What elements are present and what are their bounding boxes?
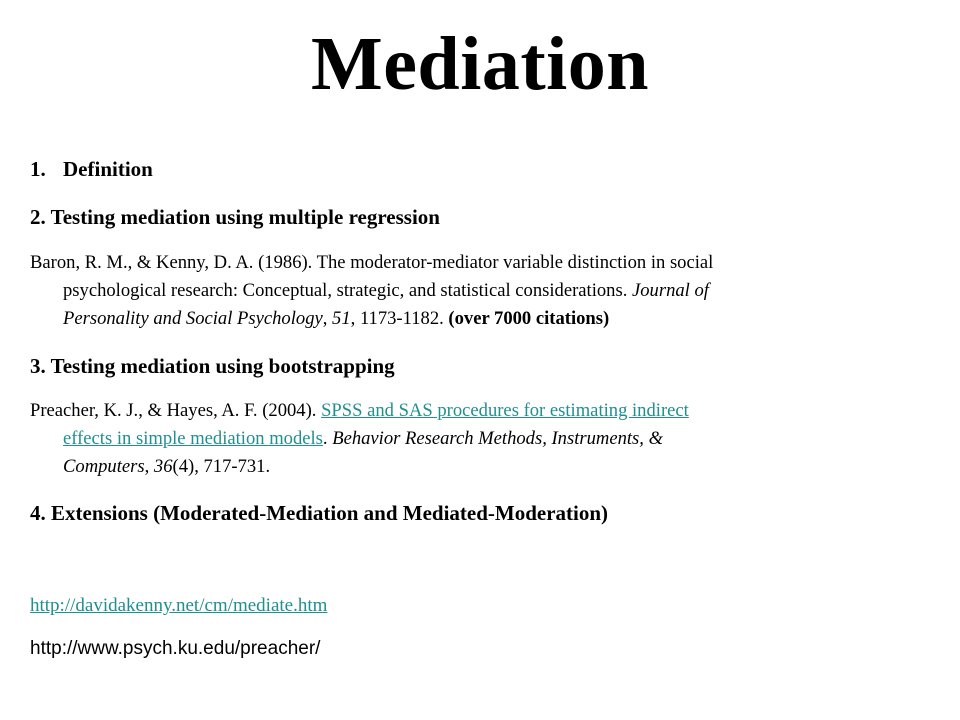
- reference-text: .: [322, 428, 333, 449]
- section-definition: [30, 155, 153, 183]
- section-extensions: 4. Extensions (Moderated-Mediation and Mediated-Moderation): [30, 501, 609, 525]
- reference-line: [30, 425, 910, 453]
- journal-name: Behavior Research Methods, Instruments, &: [332, 428, 664, 449]
- reference-text: ,: [322, 308, 333, 329]
- section-multiple-regression: 2. Testing mediation using multiple regression: [30, 205, 440, 229]
- spss-sas-procedures-link[interactable]: effects in simple mediation models: [63, 428, 323, 449]
- reference-line: Baron, R. M., & Kenny, D. A. (1986). The moderator-mediator variable distinction in social: [30, 252, 714, 273]
- volume-number: 51: [332, 308, 351, 329]
- reference-text: Preacher, K. J., & Hayes, A. F. (2004).: [30, 400, 322, 421]
- kenny-url-text[interactable]: http://davidakenny.net/cm/mediate.htm: [30, 595, 328, 616]
- volume-number: 36: [153, 456, 173, 477]
- preacher-url: http://www.psych.ku.edu/preacher/: [30, 638, 321, 659]
- reference-text: psychological research: Conceptual, strategic, and statistical considerations.: [63, 280, 632, 301]
- kenny-url-link[interactable]: [30, 594, 327, 618]
- reference-line: [30, 453, 910, 481]
- reference-text: (4), 717-731.: [172, 456, 271, 477]
- reference-text: ,: [144, 456, 154, 477]
- slide-title: Mediation: [310, 22, 650, 106]
- reference-line: [30, 397, 910, 425]
- reference-text: , 1173-1182.: [350, 308, 449, 329]
- reference-baron-kenny: [30, 249, 910, 333]
- journal-name: Journal of: [632, 280, 709, 301]
- journal-name: Personality and Social Psychology: [63, 308, 323, 329]
- section-label: Definition: [63, 157, 153, 181]
- section-number: 1.: [30, 157, 46, 181]
- reference-line: [30, 277, 910, 305]
- reference-preacher-hayes: [30, 397, 910, 481]
- citation-count: (over 7000 citations): [448, 308, 610, 329]
- reference-line: [30, 305, 910, 333]
- journal-name: Computers: [63, 456, 145, 477]
- section-bootstrapping: 3. Testing mediation using bootstrapping: [30, 354, 395, 378]
- spss-sas-procedures-link[interactable]: SPSS and SAS procedures for estimating indirect: [321, 400, 689, 421]
